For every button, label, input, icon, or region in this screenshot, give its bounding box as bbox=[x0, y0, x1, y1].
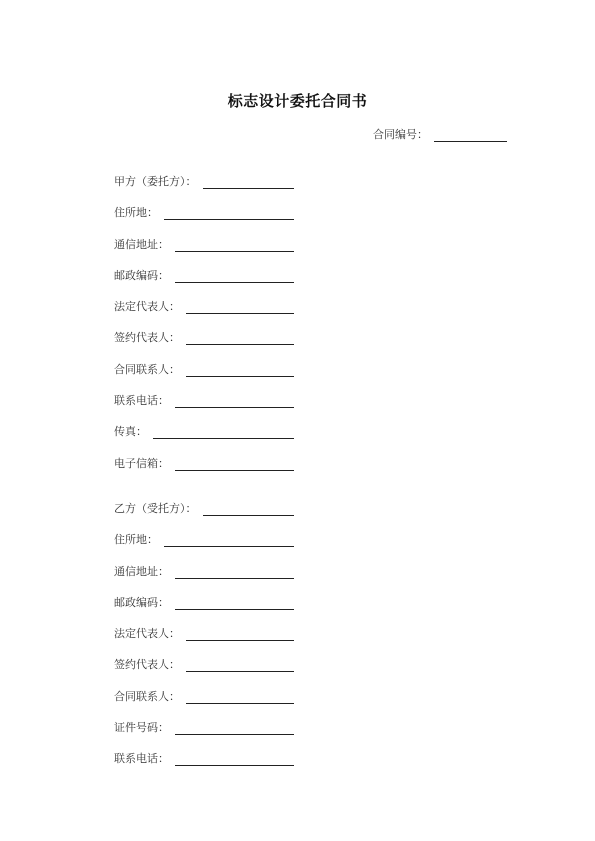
field-label: 电子信箱： bbox=[114, 456, 169, 470]
fill-in-blank[interactable] bbox=[175, 567, 294, 579]
fill-in-blank[interactable] bbox=[175, 723, 294, 735]
party-a-postal-code-row bbox=[114, 267, 294, 283]
field-label: 签约代表人： bbox=[114, 331, 180, 345]
fill-in-blank[interactable] bbox=[164, 535, 294, 547]
fill-in-blank[interactable] bbox=[164, 208, 294, 220]
field-label: 住所地： bbox=[114, 206, 158, 220]
field-label: 通信地址： bbox=[114, 237, 169, 251]
contract-number-blank[interactable] bbox=[434, 130, 507, 142]
party-a-fax-row bbox=[114, 423, 294, 439]
fill-in-blank[interactable] bbox=[186, 302, 294, 314]
field-label: 联系电话： bbox=[114, 394, 169, 408]
party-b-mailing-address-row bbox=[114, 563, 294, 579]
document-title: 标志设计委托合同书 bbox=[227, 92, 368, 110]
field-label: 法定代表人： bbox=[114, 300, 180, 314]
fill-in-blank[interactable] bbox=[186, 333, 294, 345]
fill-in-blank[interactable] bbox=[203, 504, 295, 516]
fill-in-blank[interactable] bbox=[203, 177, 295, 189]
fill-in-blank[interactable] bbox=[175, 240, 294, 252]
contract-number-field bbox=[373, 126, 513, 142]
field-label: 联系电话： bbox=[114, 752, 169, 766]
party-a-phone-row bbox=[114, 392, 294, 408]
field-label: 合同联系人： bbox=[114, 362, 180, 376]
party-b-legal-rep-row bbox=[114, 625, 294, 641]
party-a-email-row bbox=[114, 455, 294, 471]
fill-in-blank[interactable] bbox=[175, 396, 294, 408]
field-label: 证件号码： bbox=[114, 721, 169, 735]
fill-in-blank[interactable] bbox=[153, 427, 294, 439]
fill-in-blank[interactable] bbox=[175, 271, 294, 283]
party-b-phone-row bbox=[114, 750, 294, 766]
party-a-legal-rep-row bbox=[114, 298, 294, 314]
party-b-contact-row bbox=[114, 688, 294, 704]
party-b-name-row bbox=[114, 500, 294, 516]
field-label: 传真： bbox=[114, 425, 147, 439]
party-a-address-row bbox=[114, 204, 294, 220]
contract-number-label: 合同编号： bbox=[373, 128, 428, 141]
field-label: 合同联系人： bbox=[114, 689, 180, 703]
fill-in-blank[interactable] bbox=[186, 629, 294, 641]
party-a-section bbox=[114, 173, 294, 486]
fill-in-blank[interactable] bbox=[186, 365, 294, 377]
field-label: 邮政编码： bbox=[114, 268, 169, 282]
party-b-signing-rep-row bbox=[114, 656, 294, 672]
fill-in-blank[interactable] bbox=[175, 754, 294, 766]
field-label: 甲方（委托方）： bbox=[114, 175, 197, 188]
fill-in-blank[interactable] bbox=[186, 660, 294, 672]
party-b-address-row bbox=[114, 531, 294, 547]
field-label: 通信地址： bbox=[114, 564, 169, 578]
field-label: 住所地： bbox=[114, 533, 158, 547]
field-label: 法定代表人： bbox=[114, 627, 180, 641]
party-a-mailing-address-row bbox=[114, 236, 294, 252]
fill-in-blank[interactable] bbox=[186, 692, 294, 704]
party-b-postal-code-row bbox=[114, 594, 294, 610]
party-a-contact-row bbox=[114, 361, 294, 377]
party-b-section bbox=[114, 500, 294, 782]
field-label: 签约代表人： bbox=[114, 658, 180, 672]
field-label: 乙方（受托方）： bbox=[114, 502, 197, 515]
party-b-id-number-row bbox=[114, 719, 294, 735]
field-label: 邮政编码： bbox=[114, 595, 169, 609]
party-a-signing-rep-row bbox=[114, 329, 294, 345]
fill-in-blank[interactable] bbox=[175, 459, 294, 471]
party-a-name-row bbox=[114, 173, 294, 189]
fill-in-blank[interactable] bbox=[175, 598, 294, 610]
